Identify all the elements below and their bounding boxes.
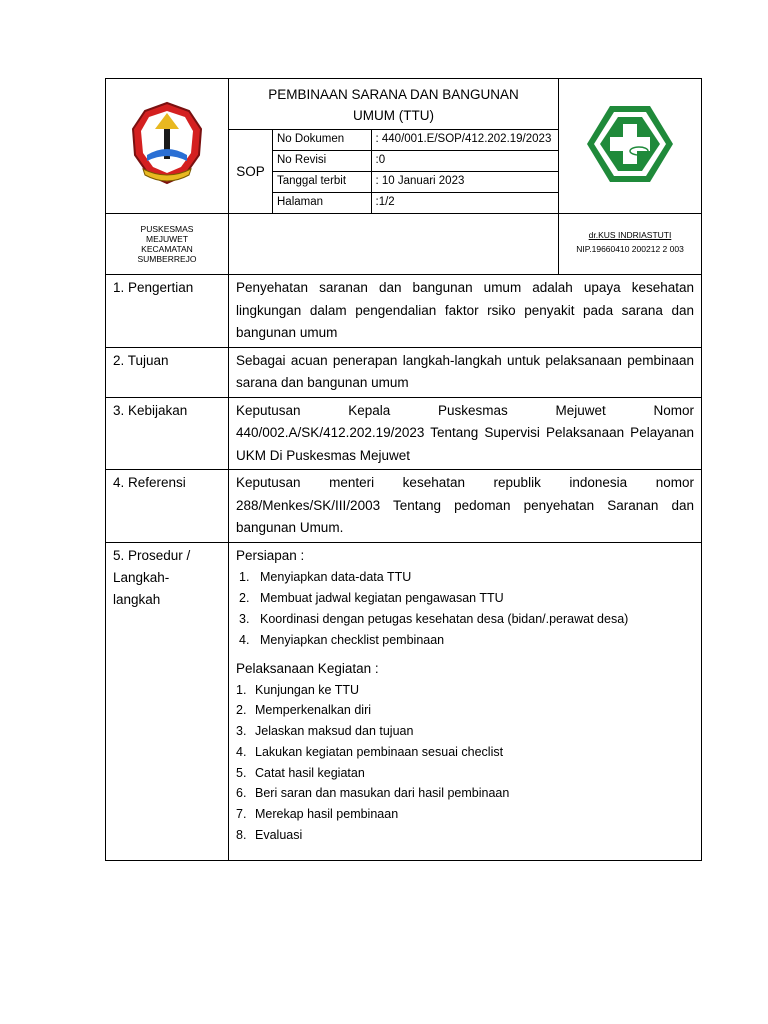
- list-item: 3. Jelaskan maksud dan tujuan: [236, 724, 414, 739]
- list-item: 4. Lakukan kegiatan pembinaan sesuai checlist: [236, 744, 504, 759]
- regency-emblem-icon: [127, 99, 207, 189]
- meta-row: No Revisi :0: [273, 151, 558, 172]
- list-item: 1. Kunjungan ke TTU: [236, 682, 359, 697]
- section-kebijakan: [106, 397, 702, 470]
- list-item: 1. Menyiapkan data-data TTU: [239, 569, 412, 584]
- meta-row: No Dokumen : 440/001.E/SOP/412.202.19/2023: [273, 130, 558, 151]
- section-referensi: [106, 470, 702, 543]
- organization-name: PUSKESMAS MEJUWET KECAMATAN SUMBERREJO: [106, 214, 229, 275]
- section-text: Keputusan menteri kesehatan republik indonesia nomor 288/Menkes/SK/III/2003 Tentang pedoman penyehatan Saranan dan bangunan Umum.: [229, 470, 702, 543]
- puskesmas-logo-cell: [559, 79, 702, 214]
- persiapan-list: [236, 567, 694, 651]
- section-label: 2. Tujuan: [106, 347, 229, 397]
- document-title: [229, 79, 559, 130]
- blank-cell: [229, 214, 559, 275]
- sop-table: [105, 78, 702, 861]
- list-item: 2. Memperkenalkan diri: [236, 703, 372, 718]
- section-text: Keputusan Kepala Puskesmas Mejuwet Nomor 440/002.A/SK/412.202.19/2023 Tentang Supervisi Pelaksanaan Pelayanan UKM Di Puskesmas Mejuwet: [229, 397, 702, 470]
- list-item: 2. Membuat jadwal kegiatan pengawasan TTU: [239, 590, 504, 605]
- list-item: 7. Merekap hasil pembinaan: [236, 807, 399, 822]
- section-label: 5. Prosedur / Langkah- langkah: [106, 542, 229, 860]
- sop-label: SOP: [229, 130, 273, 214]
- pelaksanaan-heading: Pelaksanaan Kegiatan :: [236, 660, 379, 676]
- section-label: 4. Referensi: [106, 470, 229, 543]
- puskesmas-logo-icon: [585, 104, 675, 184]
- title-line-2: UMUM (TTU): [353, 107, 434, 123]
- section-text: Penyehatan saranan dan bangunan umum adalah upaya kesehatan lingkungan dalam pengendalian faktor rsiko penyakit pada sarana dan bangunan umum: [229, 275, 702, 348]
- meta-row: Tanggal terbit : 10 Januari 2023: [273, 172, 558, 193]
- sop-document: [105, 78, 701, 861]
- section-text: Sebagai acuan penerapan langkah-langkah untuk pelaksanaan pembinaan sarana dan bangunan umum: [229, 347, 702, 397]
- signer-nip: NIP.19660410 200212 2 003: [576, 244, 684, 254]
- section-prosedur: [106, 542, 702, 860]
- list-item: 4. Menyiapkan checklist pembinaan: [239, 632, 445, 647]
- section-label: 3. Kebijakan: [106, 397, 229, 470]
- list-item: 3. Koordinasi dengan petugas kesehatan desa (bidan/.perawat desa): [239, 611, 629, 626]
- regency-logo-cell: [106, 79, 229, 214]
- meta-row: Halaman :1/2: [273, 193, 558, 214]
- procedure-content: [229, 542, 702, 860]
- signer-name: dr.KUS INDRIASTUTI: [588, 230, 672, 240]
- title-line-1: PEMBINAAN SARANA DAN BANGUNAN: [268, 86, 519, 102]
- list-item: 6. Beri saran dan masukan dari hasil pembinaan: [236, 786, 510, 801]
- document-meta: [273, 130, 559, 214]
- persiapan-heading: Persiapan :: [236, 547, 305, 563]
- section-label: 1. Pengertian: [106, 275, 229, 348]
- section-tujuan: [106, 347, 702, 397]
- section-pengertian: [106, 275, 702, 348]
- list-item: 5. Catat hasil kegiatan: [236, 765, 365, 780]
- list-item: 8. Evaluasi: [236, 828, 303, 843]
- signature-block: [559, 214, 702, 275]
- pelaksanaan-list: [236, 680, 694, 846]
